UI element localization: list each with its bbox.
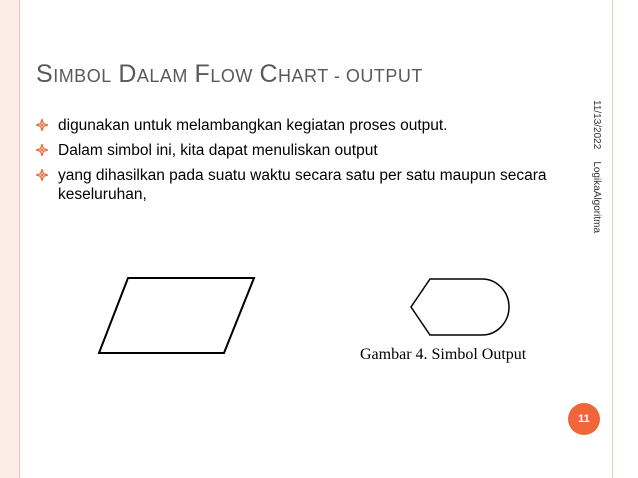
bullet-icon [36,119,48,131]
bullet-item [36,116,556,135]
slide-title: SIMBOL DALAM FLOW CHART - OUTPUT [36,60,423,88]
figure-caption: Gambar 4. Simbol Output [360,346,527,363]
bullet-list [36,116,556,210]
bullet-text: yang dihasilkan pada suatu waktu secara satu per satu maupun secara keseluruhan, [58,167,547,203]
bullet-text: digunakan untuk melambangkan kegiatan proses output. [58,117,448,134]
bullet-item [36,141,556,160]
right-divider-line [612,0,613,478]
display-output-symbol [408,276,512,338]
page-number-badge: 11 [568,403,600,435]
slide-date: 11/13/2022 [591,100,602,150]
bullet-text: Dalam simbol ini, kita dapat menuliskan output [58,142,378,159]
bullet-item [36,166,556,204]
vertical-footer-text [591,100,602,233]
bullet-icon [36,169,48,181]
slide-subject: LogikaAlgoritma [591,161,602,234]
left-decorative-band [0,0,20,478]
parallelogram-output-symbol [96,276,258,356]
bullet-icon [36,144,48,156]
